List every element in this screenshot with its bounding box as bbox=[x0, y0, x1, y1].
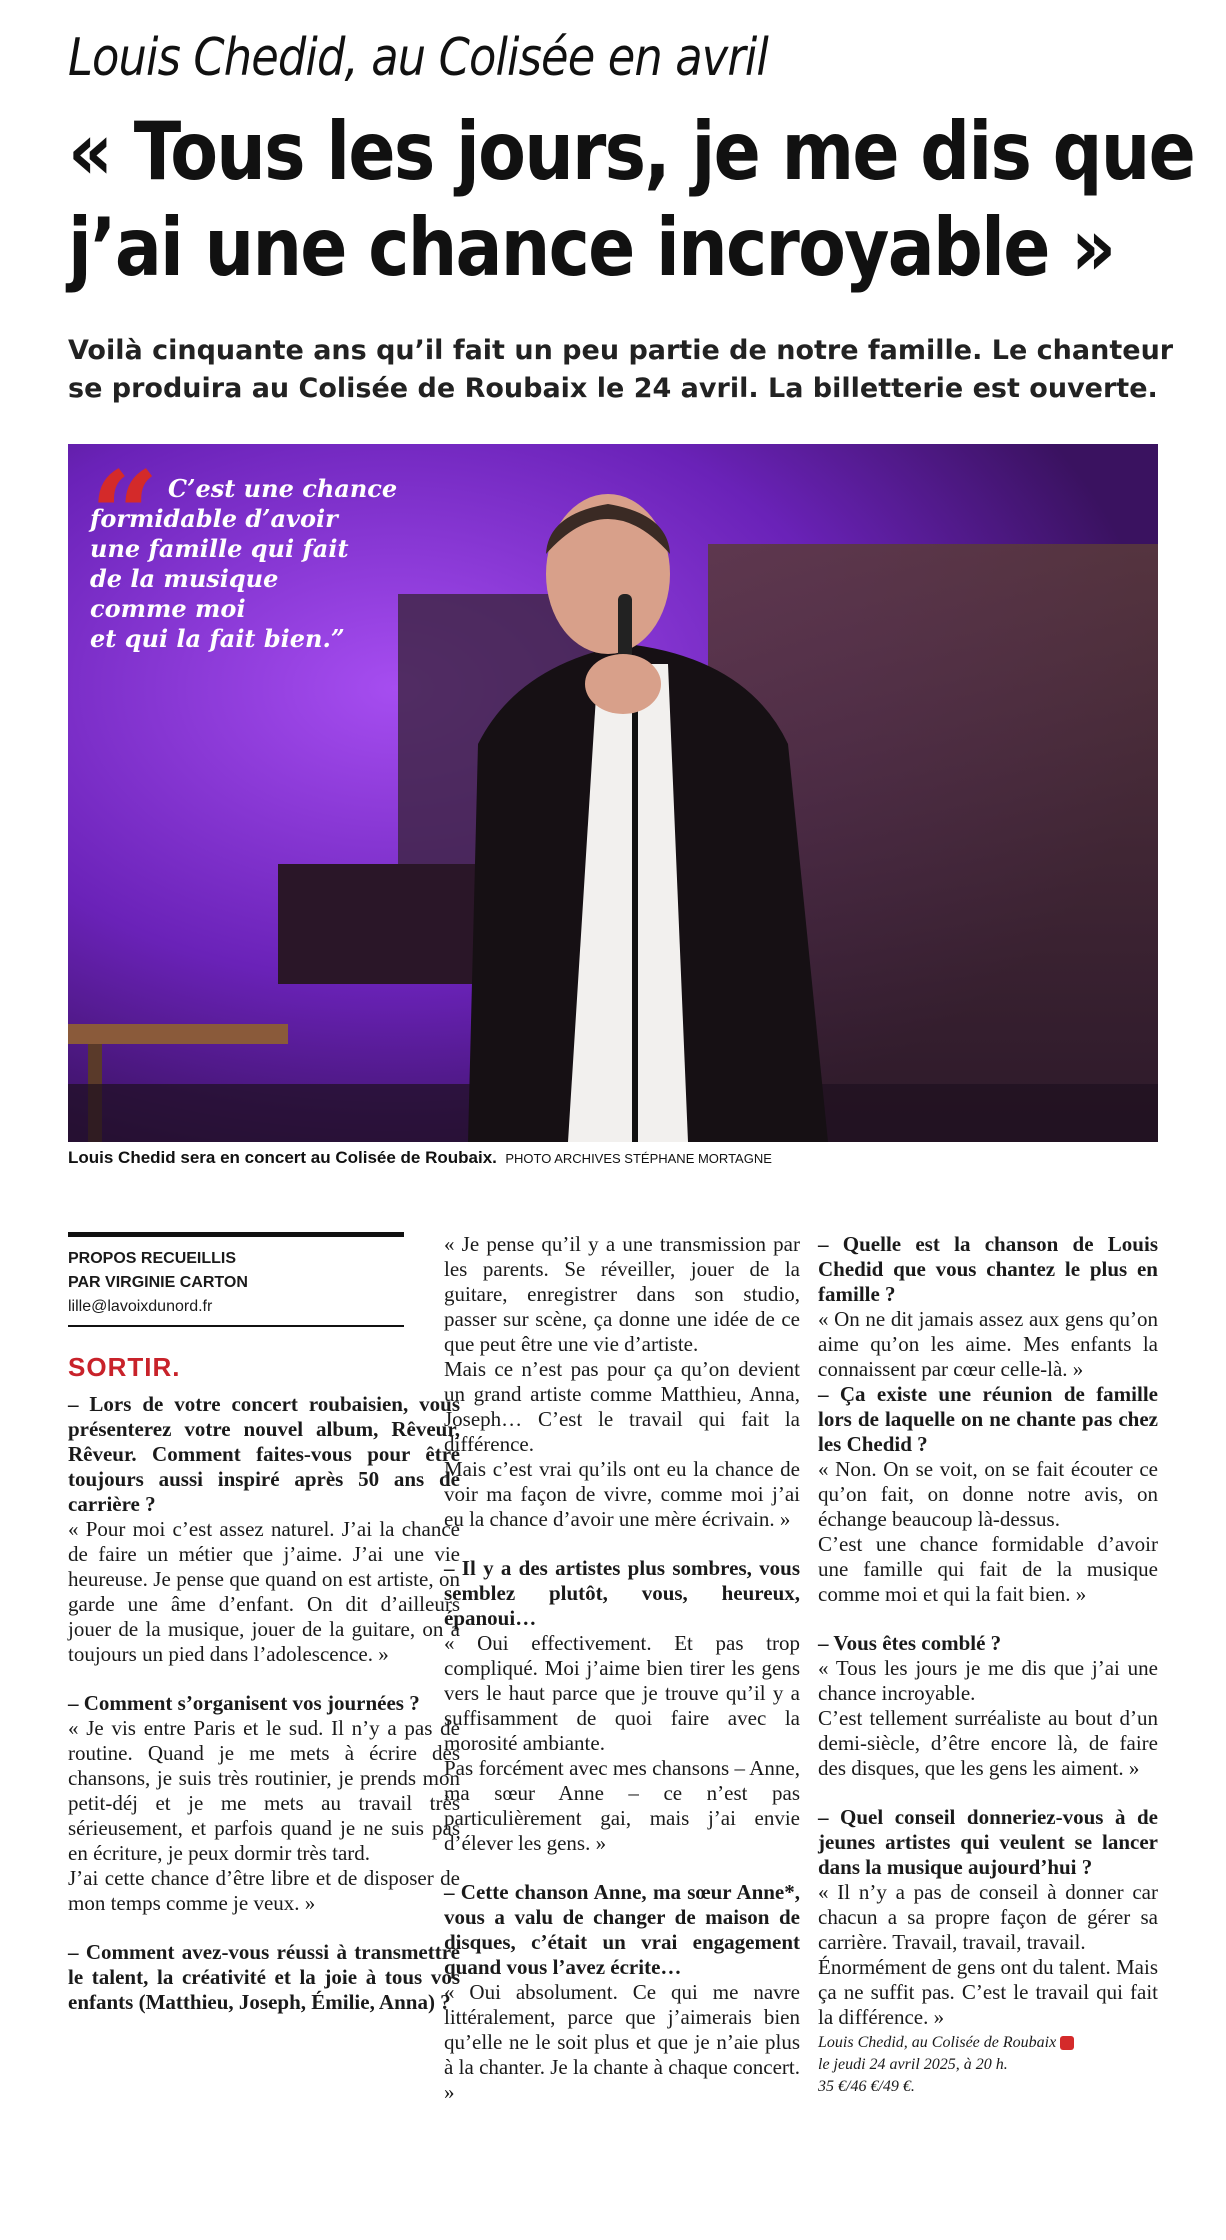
answer: « Je pense qu’il y a une transmission par les parents. Se réveiller, jouer de la guitare, enregistrer dans son studio, passer sur scène, ça donne une idée de ce que peut être une vie d’artiste. bbox=[444, 1232, 800, 1356]
answer: « Non. On se voit, on se fait écouter ce qu’on fait, on donne notre avis, on échange beaucoup là-dessus. bbox=[818, 1457, 1158, 1531]
pull-quote bbox=[90, 445, 470, 654]
question: – Vous êtes comblé ? bbox=[818, 1631, 1002, 1655]
answer: Mais ce n’est pas pour ça qu’on devient un grand artiste comme Matthieu, Anna, Joseph… C’est le travail qui fait la différence. bbox=[444, 1357, 800, 1456]
answer: « Tous les jours je me dis que j’ai une chance incroyable. bbox=[818, 1656, 1158, 1705]
question: – Il y a des artistes plus sombres, vous semblez plutôt, vous, heureux, épanoui… bbox=[444, 1556, 800, 1630]
byline-line-2: PAR VIRGINIE CARTON bbox=[68, 1274, 248, 1291]
column-2 bbox=[444, 1232, 800, 2105]
photo-credit: PHOTO ARCHIVES STÉPHANE MORTAGNE bbox=[505, 1151, 772, 1166]
pull-quote-text bbox=[90, 474, 470, 654]
answer: « Pour moi c’est assez naturel. J’ai la chance de faire un métier que j’aime. J’ai une vie heureuse. Je pense que quand on est artiste, on garde une âme d’enfant. On dit d’ailleurs jouer de la musique, jouer de la guitare, on a toujours un pied dans l’adolescence. » bbox=[68, 1517, 460, 1666]
answer: « Il n’y a pas de conseil à donner car chacun a sa propre façon de gérer sa carrière. Travail, travail, travail. bbox=[818, 1880, 1158, 1954]
answer: C’est une chance formidable d’avoir une famille qui fait de la musique comme moi et qui la fait bien. » bbox=[818, 1532, 1158, 1606]
quote-mark-icon: “ bbox=[90, 445, 160, 586]
section-label: SORTIR. bbox=[68, 1352, 181, 1382]
photo-caption bbox=[68, 1148, 772, 1168]
quote-line: comme moi bbox=[90, 594, 246, 623]
byline bbox=[68, 1232, 404, 1295]
info-date: le jeudi 24 avril 2025, à 20 h. bbox=[818, 2056, 1008, 2073]
concert-photo bbox=[68, 444, 1158, 1142]
question: – Comment s’organisent vos journées ? bbox=[68, 1691, 420, 1715]
info-price: 35 €/46 €/49 €. bbox=[818, 2078, 915, 2095]
quote-line: C’est une chance bbox=[168, 474, 398, 503]
lead-line-2: se produira au Colisée de Roubaix le 24 avril. La billetterie est ouverte. bbox=[68, 373, 1158, 404]
article-kicker: Louis Chedid, au Colisée en avril bbox=[68, 28, 769, 88]
author-email[interactable]: lille@lavoixdunord.fr bbox=[68, 1295, 404, 1327]
answer: « Oui absolument. Ce qui me navre littéralement, parce que j’aimerais bien qu’elle ne le soit plus et que je n’aie plus à la chanter. Je la chante à chaque concert. » bbox=[444, 1980, 800, 2104]
question: – Lors de votre concert roubaisien, vous présenterez votre nouvel album, Rêveur, Rêveur. Comment faites-vous pour être toujours aussi inspiré après 50 ans de carrière ? bbox=[68, 1392, 460, 1516]
quote-line: une famille qui fait bbox=[90, 534, 349, 563]
question: – Quelle est la chanson de Louis Chedid que vous chantez le plus en famille ? bbox=[818, 1232, 1158, 1306]
question: – Comment avez-vous réussi à transmettre le talent, la créativité et la joie à tous vos enfants (Matthieu, Joseph, Émilie, Anna) ? bbox=[68, 1940, 460, 2014]
column-1 bbox=[68, 1232, 460, 2015]
headline-line-2: j’ai une chance incroyable » bbox=[68, 201, 1115, 294]
answer: Énormément de gens ont du talent. Mais ça ne suffit pas. C’est le travail qui fait la différence. » bbox=[818, 1955, 1159, 2029]
event-info bbox=[818, 2032, 1158, 2098]
caption-text: Louis Chedid sera en concert au Colisée de Roubaix. bbox=[68, 1148, 497, 1167]
byline-line-1: PROPOS RECUEILLIS bbox=[68, 1250, 237, 1267]
answer: C’est tellement surréaliste au bout d’un demi-siècle, d’être encore là, de faire des disques, que les gens les aiment. » bbox=[818, 1706, 1158, 1780]
answer: J’ai cette chance d’être libre et de disposer de mon temps comme je veux. » bbox=[68, 1866, 460, 1915]
info-venue: Louis Chedid, au Colisée de Roubaix bbox=[818, 2032, 1158, 2054]
lead-line-1: Voilà cinquante ans qu’il fait un peu partie de notre famille. Le chanteur bbox=[68, 335, 1174, 366]
article-lead bbox=[68, 332, 1174, 408]
answer: « Oui effectivement. Et pas trop compliqué. Moi j’aime bien tirer les gens vers le haut parce que je trouve qu’il y a suffisamment de quoi faire avec la morosité ambiante. bbox=[444, 1631, 800, 1755]
quote-line: formidable d’avoir bbox=[90, 504, 338, 533]
article-headline bbox=[68, 104, 1195, 296]
question: – Ça existe une réunion de famille lors de laquelle on ne chante pas chez les Chedid ? bbox=[818, 1382, 1158, 1456]
answer: « On ne dit jamais assez aux gens qu’on aime qu’on les aime. Mes enfants la connaissent par cœur celle-là. » bbox=[818, 1307, 1158, 1381]
answer: Pas forcément avec mes chansons – Anne, ma sœur Anne – ce n’est pas particulièrement gai, mais j’ai envie d’élever les gens. » bbox=[444, 1756, 800, 1855]
column-3 bbox=[818, 1232, 1158, 2098]
question: – Quel conseil donneriez-vous à de jeunes artistes qui veulent se lancer dans la musique aujourd’hui ? bbox=[818, 1805, 1158, 1879]
quote-line: et qui la fait bien.” bbox=[90, 624, 345, 653]
headline-line-1: « Tous les jours, je me dis que bbox=[68, 105, 1195, 198]
question: – Cette chanson Anne, ma sœur Anne*, vous a valu de changer de maison de disques, c’était un vrai engagement quand vous l’avez écrite… bbox=[444, 1880, 800, 1979]
answer: Mais c’est vrai qu’ils ont eu la chance de voir ma façon de vivre, comme moi j’ai eu la chance d’avoir une mère écrivain. » bbox=[444, 1457, 800, 1531]
end-of-article-icon bbox=[1060, 2036, 1074, 2050]
quote-line: de la musique bbox=[90, 564, 279, 593]
answer: « Je vis entre Paris et le sud. Il n’y a pas de routine. Quand je me mets à écrire des chansons, je suis très routinier, je prends mon petit-déj et je me mets au travail très sérieusement, et parfois quand je ne suis pas en écriture, je peux dormir très tard. bbox=[68, 1716, 460, 1865]
